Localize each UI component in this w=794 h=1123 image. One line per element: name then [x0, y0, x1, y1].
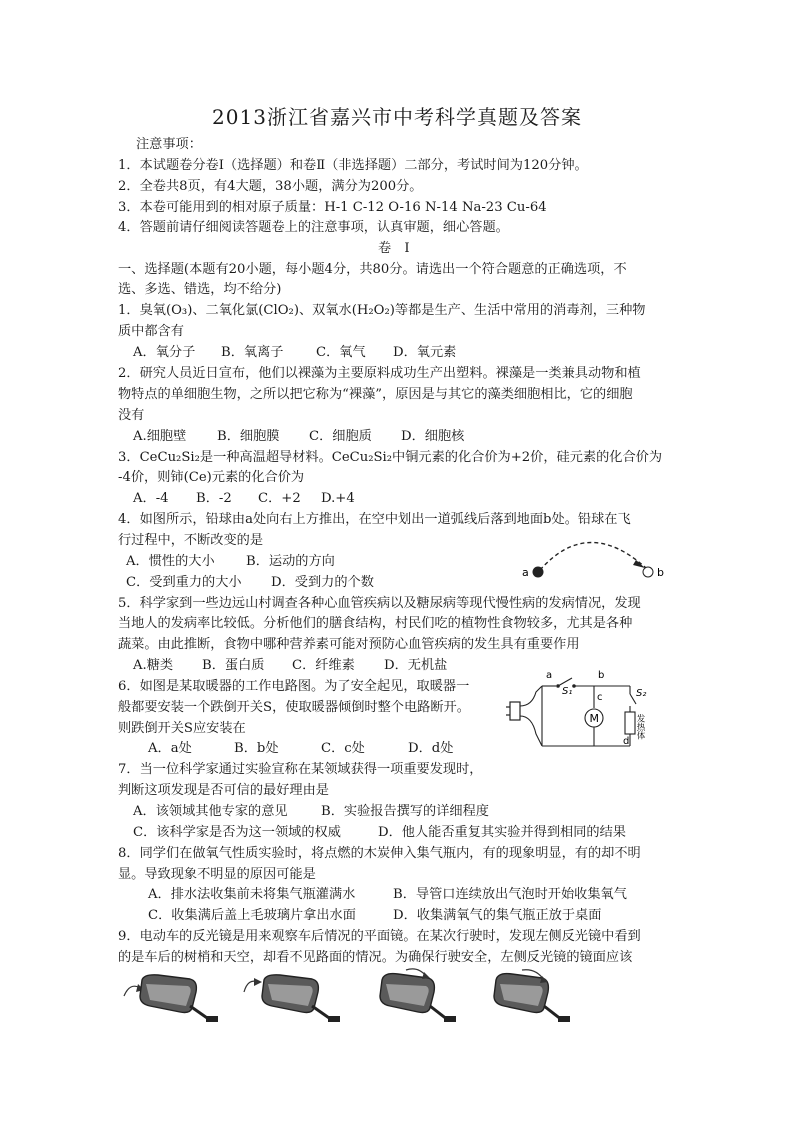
note-item: 4．答题前请仔细阅读答题卷上的注意事项，认真审题，细心答题。 — [118, 220, 509, 235]
question-5-option-b: B．蛋白质 — [202, 658, 265, 673]
circuit-label-s2: S₂ — [636, 688, 647, 699]
question-8-option-a: A．排水法收集前未将集气瓶灌满水 — [148, 887, 356, 902]
question-4-option-c: C．受到重力的大小 — [126, 575, 242, 590]
question-9-text: 的是车后的树梢和天空，却看不见路面的情况。为确保行驶安全，左侧反光镜的镜面应该 — [118, 950, 633, 965]
question-5-option-a: A.糖类 — [133, 658, 174, 673]
question-1-option-c: C．氧气 — [316, 345, 366, 360]
shot-put-ball-start — [533, 567, 544, 578]
question-4-text: 行过程中，不断改变的是 — [118, 533, 264, 548]
note-item: 2．全卷共8页，有4大题，38小题，满分为200分。 — [118, 179, 423, 194]
question-7-option-a: A．该领域其他专家的意见 — [133, 804, 288, 819]
question-7-text: 判断这项发现是否可信的最好理由是 — [118, 783, 329, 798]
section-heading: 一、选择题(本题有20小题，每小题4分，共80分。请选出一个符合题意的正确选项，不 — [118, 262, 627, 277]
figure-label-b: b — [657, 566, 664, 579]
page-title: 2013浙江省嘉兴市中考科学真题及答案 — [212, 105, 582, 129]
mirror-figures — [118, 966, 588, 1030]
question-6-option-c: C．c处 — [321, 741, 365, 756]
question-7-option-d: D．他人能否重复其实验并得到相同的结果 — [378, 825, 626, 840]
question-6-option-b: B．b处 — [234, 741, 279, 756]
question-4-text: 4．如图所示，铅球由a处向右上方推出，在空中划出一道弧线后落到地面b处。铅球在飞 — [118, 512, 631, 527]
question-1-text: 质中都含有 — [118, 324, 184, 339]
question-5-text: 5．科学家到一些边远山村调查各种心血管疾病以及糖尿病等现代慢性病的发病情况，发现 — [118, 596, 641, 611]
question-8-option-b: B．导管口连续放出气泡时开始收集氧气 — [393, 887, 627, 902]
plug-icon — [510, 702, 520, 720]
question-5-option-c: C．纤维素 — [292, 658, 355, 673]
question-6-text: 6．如图是某取暖器的工作电路图。为了安全起见，取暖器一 — [118, 679, 470, 694]
question-6-text: 则跌倒开关S应安装在 — [118, 721, 246, 736]
question-8-option-d: D．收集满氧气的集气瓶正放于桌面 — [393, 908, 602, 923]
question-8-text: 8．同学们在做氧气性质实验时，将点燃的木炭伸入集气瓶内，有的现象明显，有的却不明 — [118, 846, 641, 861]
question-8-option-c: C．收集满后盖上毛玻璃片拿出水面 — [148, 908, 356, 923]
question-4-option-b: B．运动的方向 — [246, 554, 335, 569]
question-1-option-b: B．氧离子 — [221, 345, 284, 360]
question-3-option-c: C．+2 — [258, 491, 301, 506]
question-9-text: 9．电动车的反光镜是用来观察车后情况的平面镜。在某次行驶时，发现左侧反光镜中看到 — [118, 929, 641, 944]
circuit-label-c: c — [597, 692, 603, 703]
question-7-text: 7．当一位科学家通过实验宣称在某领域获得一项重要发现时， — [118, 762, 483, 777]
question-2-text: 物特点的单细胞生物，之所以把它称为“裸藻”，原因是与其它的藻类细胞相比，它的细胞 — [118, 387, 633, 402]
question-5-option-d: D．无机盐 — [384, 658, 448, 673]
question-1-option-a: A．氧分子 — [133, 345, 196, 360]
figure-label-a: a — [522, 566, 529, 579]
mirror-figure-2 — [244, 975, 340, 1022]
circuit-label-b: b — [598, 670, 605, 681]
question-1-text: 1．臭氧(O₃)、二氧化氯(ClO₂)、双氧水(H₂O₂)等都是生产、生活中常用的消毒剂，三种物 — [118, 303, 646, 318]
question-3-text: 3．CeCu₂Si₂是一种高温超导材料。CeCu₂Si₂中铜元素的化合价为+2价，硅元素的化合价为 — [118, 450, 663, 465]
question-6-option-a: A．a处 — [148, 741, 192, 756]
circuit-label-a: a — [546, 670, 553, 681]
circuit-label-d: d — [623, 736, 630, 747]
motor-label: M — [589, 712, 599, 725]
question-6-option-d: D．d处 — [408, 741, 454, 756]
question-3-option-a: A．-4 — [133, 491, 169, 506]
volume-label: 卷 Ⅰ — [378, 241, 410, 256]
mirror-figure-1 — [124, 975, 218, 1022]
question-5-text: 当地人的发病率比较低。分析他们的膳食结构，村民们吃的植物性食物较多，尤其是各种 — [118, 616, 633, 631]
note-item: 1．本试题卷分卷Ⅰ（选择题）和卷Ⅱ（非选择题）二部分，考试时间为120分钟。 — [118, 158, 588, 173]
question-2-option-b: B．细胞膜 — [217, 429, 280, 444]
question-2-option-a: A.细胞壁 — [133, 429, 187, 444]
section-heading: 选、多选、错选，均不给分) — [118, 282, 282, 297]
question-5-text: 蔬菜。由此推断，食物中哪种营养素可能对预防心血管疾病的发生具有重要作用 — [118, 637, 580, 652]
question-4-option-a: A．惯性的大小 — [126, 554, 215, 569]
question-2-option-c: C．细胞质 — [309, 429, 372, 444]
heater-label: 发热体 — [635, 714, 645, 740]
mirror-figure-3 — [380, 969, 456, 1022]
question-3-option-d: D.+4 — [321, 491, 355, 506]
shot-put-ball-end — [643, 567, 653, 577]
question-2-option-d: D．细胞核 — [401, 429, 465, 444]
question-2-text: 2．研究人员近日宣布，他们以裸藻为主要原料成功生产出塑料。裸藻是一类兼具动物和植 — [118, 366, 641, 381]
circuit-label-s1: S₁ — [562, 686, 573, 697]
heater-circuit-diagram — [506, 664, 658, 756]
question-3-text: -4价，则铈(Ce)元素的化合价为 — [118, 470, 305, 485]
question-2-text: 没有 — [118, 408, 145, 423]
heater-element — [625, 712, 635, 734]
question-8-text: 显。导致现象不明显的原因可能是 — [118, 867, 316, 882]
question-7-option-c: C．该科学家是否为这一领域的权威 — [133, 825, 341, 840]
question-7-option-b: B．实验报告撰写的详细程度 — [321, 804, 489, 819]
question-1-option-d: D．氧元素 — [393, 345, 457, 360]
question-4-option-d: D．受到力的个数 — [271, 575, 374, 590]
shot-put-trajectory-figure — [518, 524, 668, 584]
notes-heading: 注意事项： — [136, 137, 202, 152]
mirror-figure-4 — [494, 970, 570, 1022]
question-6-text: 般都要安装一个跌倒开关S，使取暖器倾倒时整个电路断开。 — [118, 700, 470, 715]
question-3-option-b: B．-2 — [196, 491, 232, 506]
switch-s1 — [558, 678, 572, 686]
note-item: 3．本卷可能用到的相对原子质量：H-1 C-12 O-16 N-14 Na-23 Cu-64 — [118, 200, 547, 215]
